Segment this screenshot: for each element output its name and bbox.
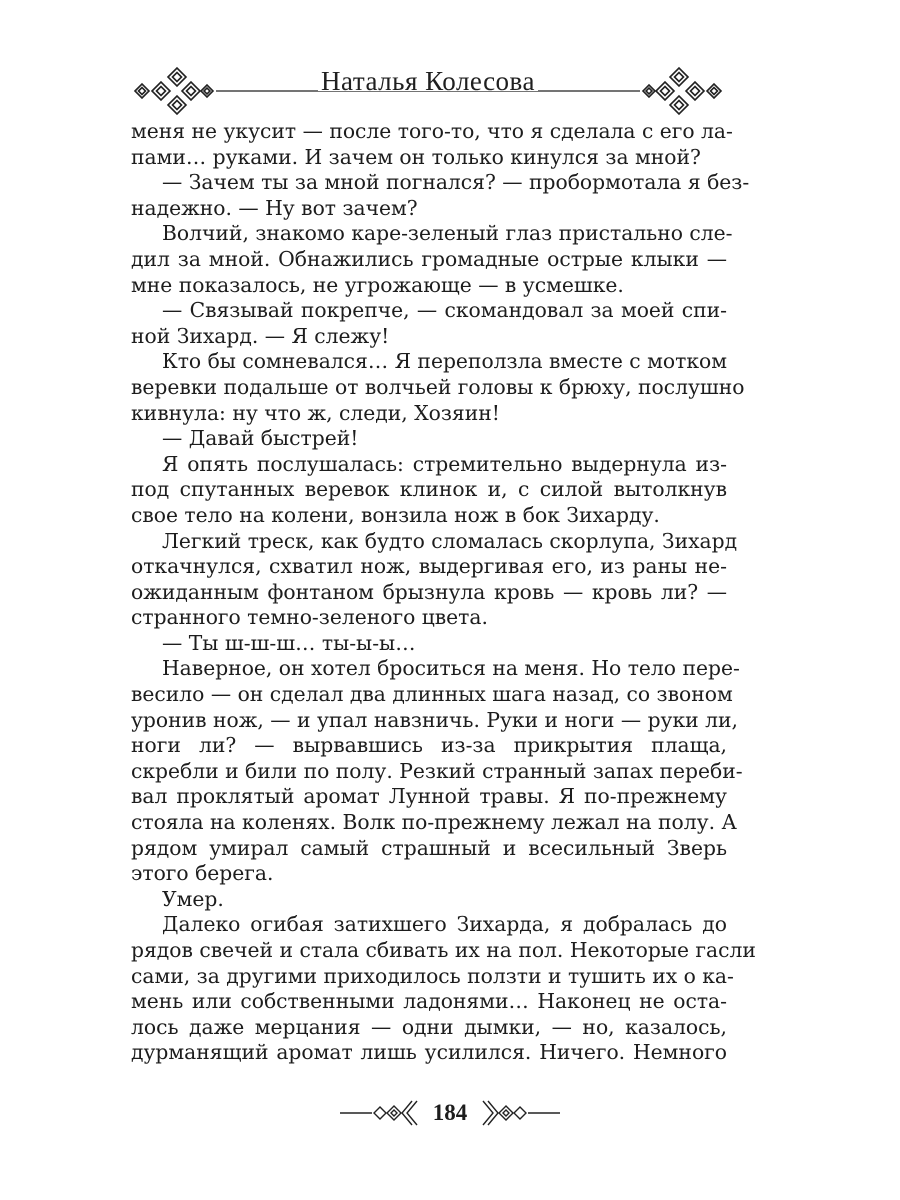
text-line: пами… руками. И зачем он только кинулся за мной? bbox=[131, 144, 701, 169]
text-line: весило — он сделал два длинных шага назад, со звоном bbox=[131, 682, 733, 707]
text-line: — Ты ш-ш-ш… ты-ы-ы… bbox=[162, 630, 416, 655]
text-line: мень или собственными ладонями… Наконец не оста- bbox=[131, 989, 727, 1014]
text-line: Наверное, он хотел броситься на меня. Но тело пере- bbox=[162, 656, 740, 681]
page-number: 184 bbox=[432, 1100, 468, 1125]
text-line: дил за мной. Обнажились громадные острые клыки — bbox=[131, 246, 727, 271]
body-text bbox=[131, 119, 756, 1066]
text-line: откачнулся, схватил нож, выдергивая его, из раны не- bbox=[131, 554, 727, 579]
text-line: вал проклятый аромат Лунной травы. Я по-прежнему bbox=[131, 784, 727, 809]
text-line: ожиданным фонтаном брызнула кровь — кровь ли? — bbox=[131, 579, 727, 604]
text-line: — Связывай покрепче, — скомандовал за моей спи- bbox=[162, 298, 727, 323]
text-line: дурманящий аромат лишь усилился. Ничего. Немного bbox=[131, 1040, 727, 1065]
text-line: скребли и били по полу. Резкий странный запах переби- bbox=[131, 758, 743, 783]
text-line: веревки подальше от волчьей головы к брюху, послушно bbox=[131, 374, 745, 399]
text-line: под спутанных веревок клинок и, с силой вытолкнув bbox=[131, 477, 727, 502]
text-line: уронив нож, — и упал навзничь. Руки и ноги — руки ли, bbox=[131, 707, 738, 732]
text-line: Я опять послушалась: стремительно выдернула из- bbox=[162, 451, 727, 476]
text-line: сами, за другими приходилось ползти и тушить их о ка- bbox=[131, 963, 734, 988]
text-line: странного темно-зеленого цвета. bbox=[131, 605, 488, 630]
text-line: стояла на коленях. Волк по-прежнему лежал на полу. А bbox=[131, 810, 737, 835]
text-line: Далеко огибая затихшего Зихарда, я добралась до bbox=[162, 912, 727, 937]
text-line: рядом умирал самый страшный и всесильный Зверь bbox=[131, 835, 727, 860]
text-line: Волчий, знакомо каре-зеленый глаз пристально сле- bbox=[162, 221, 733, 246]
text-line: меня не укусит — после того-то, что я сделала с его ла- bbox=[131, 119, 733, 143]
text-line: Кто бы сомневался… Я переползла вместе с мотком bbox=[162, 349, 727, 374]
text-line: этого берега. bbox=[131, 861, 274, 886]
text-line: ноги ли? — вырвавшись из-за прикрытия плаща, bbox=[131, 733, 727, 758]
page-footer bbox=[0, 1094, 900, 1134]
text-line: Умер. bbox=[162, 886, 224, 911]
text-line: свое тело на колени, вонзила нож в бок Зихарду. bbox=[131, 502, 660, 527]
running-title: Наталья Колесова bbox=[321, 66, 535, 96]
running-head bbox=[128, 62, 728, 118]
text-line: надежно. — Ну вот зачем? bbox=[131, 195, 418, 220]
text-line: лось даже мерцания — одни дымки, — но, казалось, bbox=[131, 1014, 727, 1039]
text-line: мне показалось, не угрожающе — в усмешке. bbox=[131, 272, 624, 297]
text-line: ной Зихард. — Я слежу! bbox=[131, 323, 390, 348]
text-line: Легкий треск, как будто сломалась скорлупа, Зихард bbox=[162, 528, 738, 553]
text-line: — Зачем ты за мной погнался? — пробормотала я без- bbox=[162, 170, 750, 195]
text-line: рядов свечей и стала сбивать их на пол. Некоторые гасли bbox=[131, 938, 756, 962]
text-line: кивнула: ну что ж, следи, Хозяин! bbox=[131, 400, 500, 425]
text-line: — Давай быстрей! bbox=[162, 426, 359, 451]
